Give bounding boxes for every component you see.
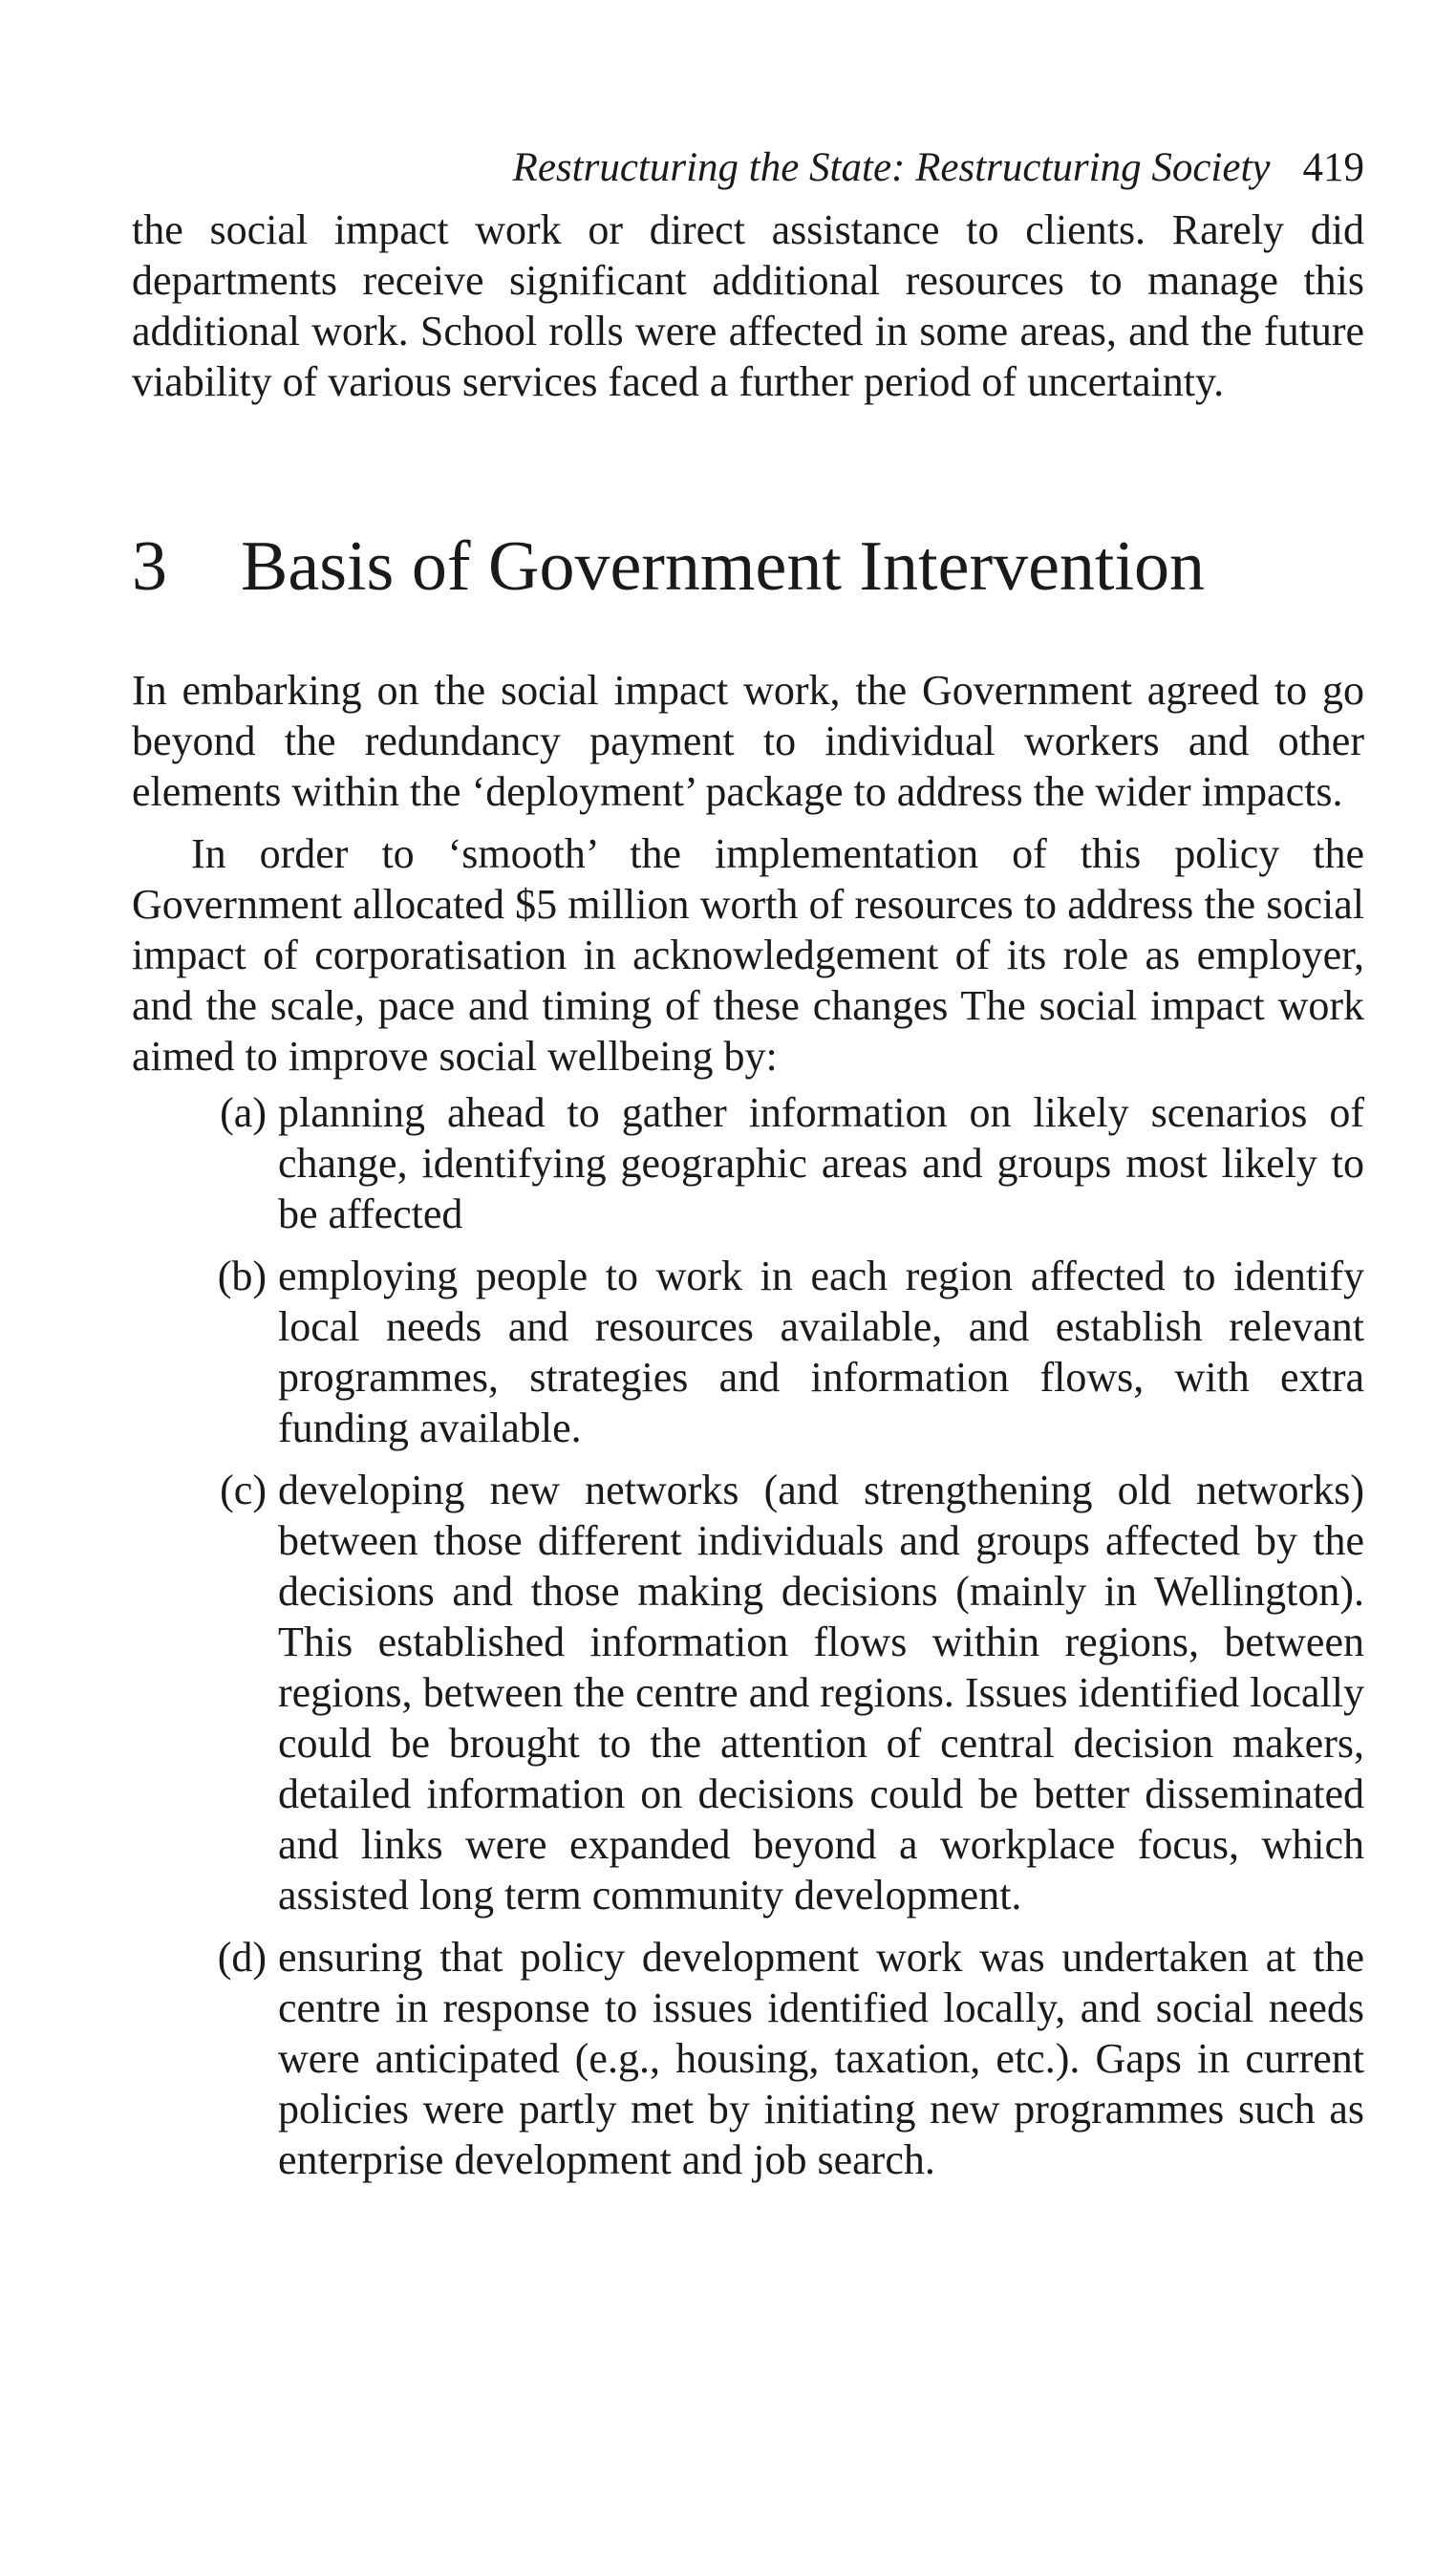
list-marker: (b) [217,1253,267,1299]
section-heading [132,524,1364,610]
body-text [132,204,1364,407]
section-number: 3 [132,527,167,606]
continuation-paragraph: the social impact work or direct assistance to clients. Rarely did departments receive significant additional resources to manage this additional work. School rolls were affected in some areas, and the future viability of various services faced a further period of uncertainty. [132,206,1364,405]
paragraph: In embarking on the social impact work, the Government agreed to go beyond the redundancy payment to individual workers and other elements within the ‘deployment’ package to address the wider impacts. [132,667,1364,815]
list-item [132,1087,1364,1239]
list-item [132,1251,1364,1453]
book-page [132,143,1364,2197]
list-item [132,1465,1364,1920]
section-body [132,665,1364,2185]
list-item-text: planning ahead to gather information on likely scenarios of change, identifying geographic areas and groups most likely to be affected [278,1089,1364,1237]
paragraph: In order to ‘smooth’ the implementation of this policy the Government allocated $5 million worth of resources to address the social impact of corporatisation in acknowledgement of its role as employer, and the scale, pace and timing of these changes The social impact work aimed to improve social wellbeing by: [132,830,1364,1080]
running-head [132,143,1364,193]
page-number: 419 [1302,145,1364,190]
list-item-text: developing new networks (and strengthening old networks) between those different individuals and groups affected by the decisions and those making decisions (mainly in Wellington). This established information flows within regions, between regions, between the centre and regions. Issues identified locally could be brought to the attention of central decision makers, detailed information on decisions could be better disseminated and links were expanded beyond a workplace focus, which assisted long term community development. [278,1467,1364,1919]
list-item-text: employing people to work in each region affected to identify local needs and resources available, and establish relevant programmes, strategies and information flows, with extra funding available. [278,1253,1364,1451]
list-marker: (d) [217,1934,267,1981]
list-item-text: ensuring that policy development work was undertaken at the centre in response to issues identified locally, and social needs were anticipated (e.g., housing, taxation, etc.). Gaps in current policies were partly met by initiating new programmes such as enterprise development and job search. [278,1934,1364,2183]
list-marker: (c) [220,1467,267,1513]
list-marker: (a) [220,1089,267,1136]
objectives-list [132,1087,1364,2185]
list-item [132,1932,1364,2185]
section-title: Basis of Government Intervention [241,527,1206,606]
running-title: Restructuring the State: Restructuring Society [512,145,1271,190]
